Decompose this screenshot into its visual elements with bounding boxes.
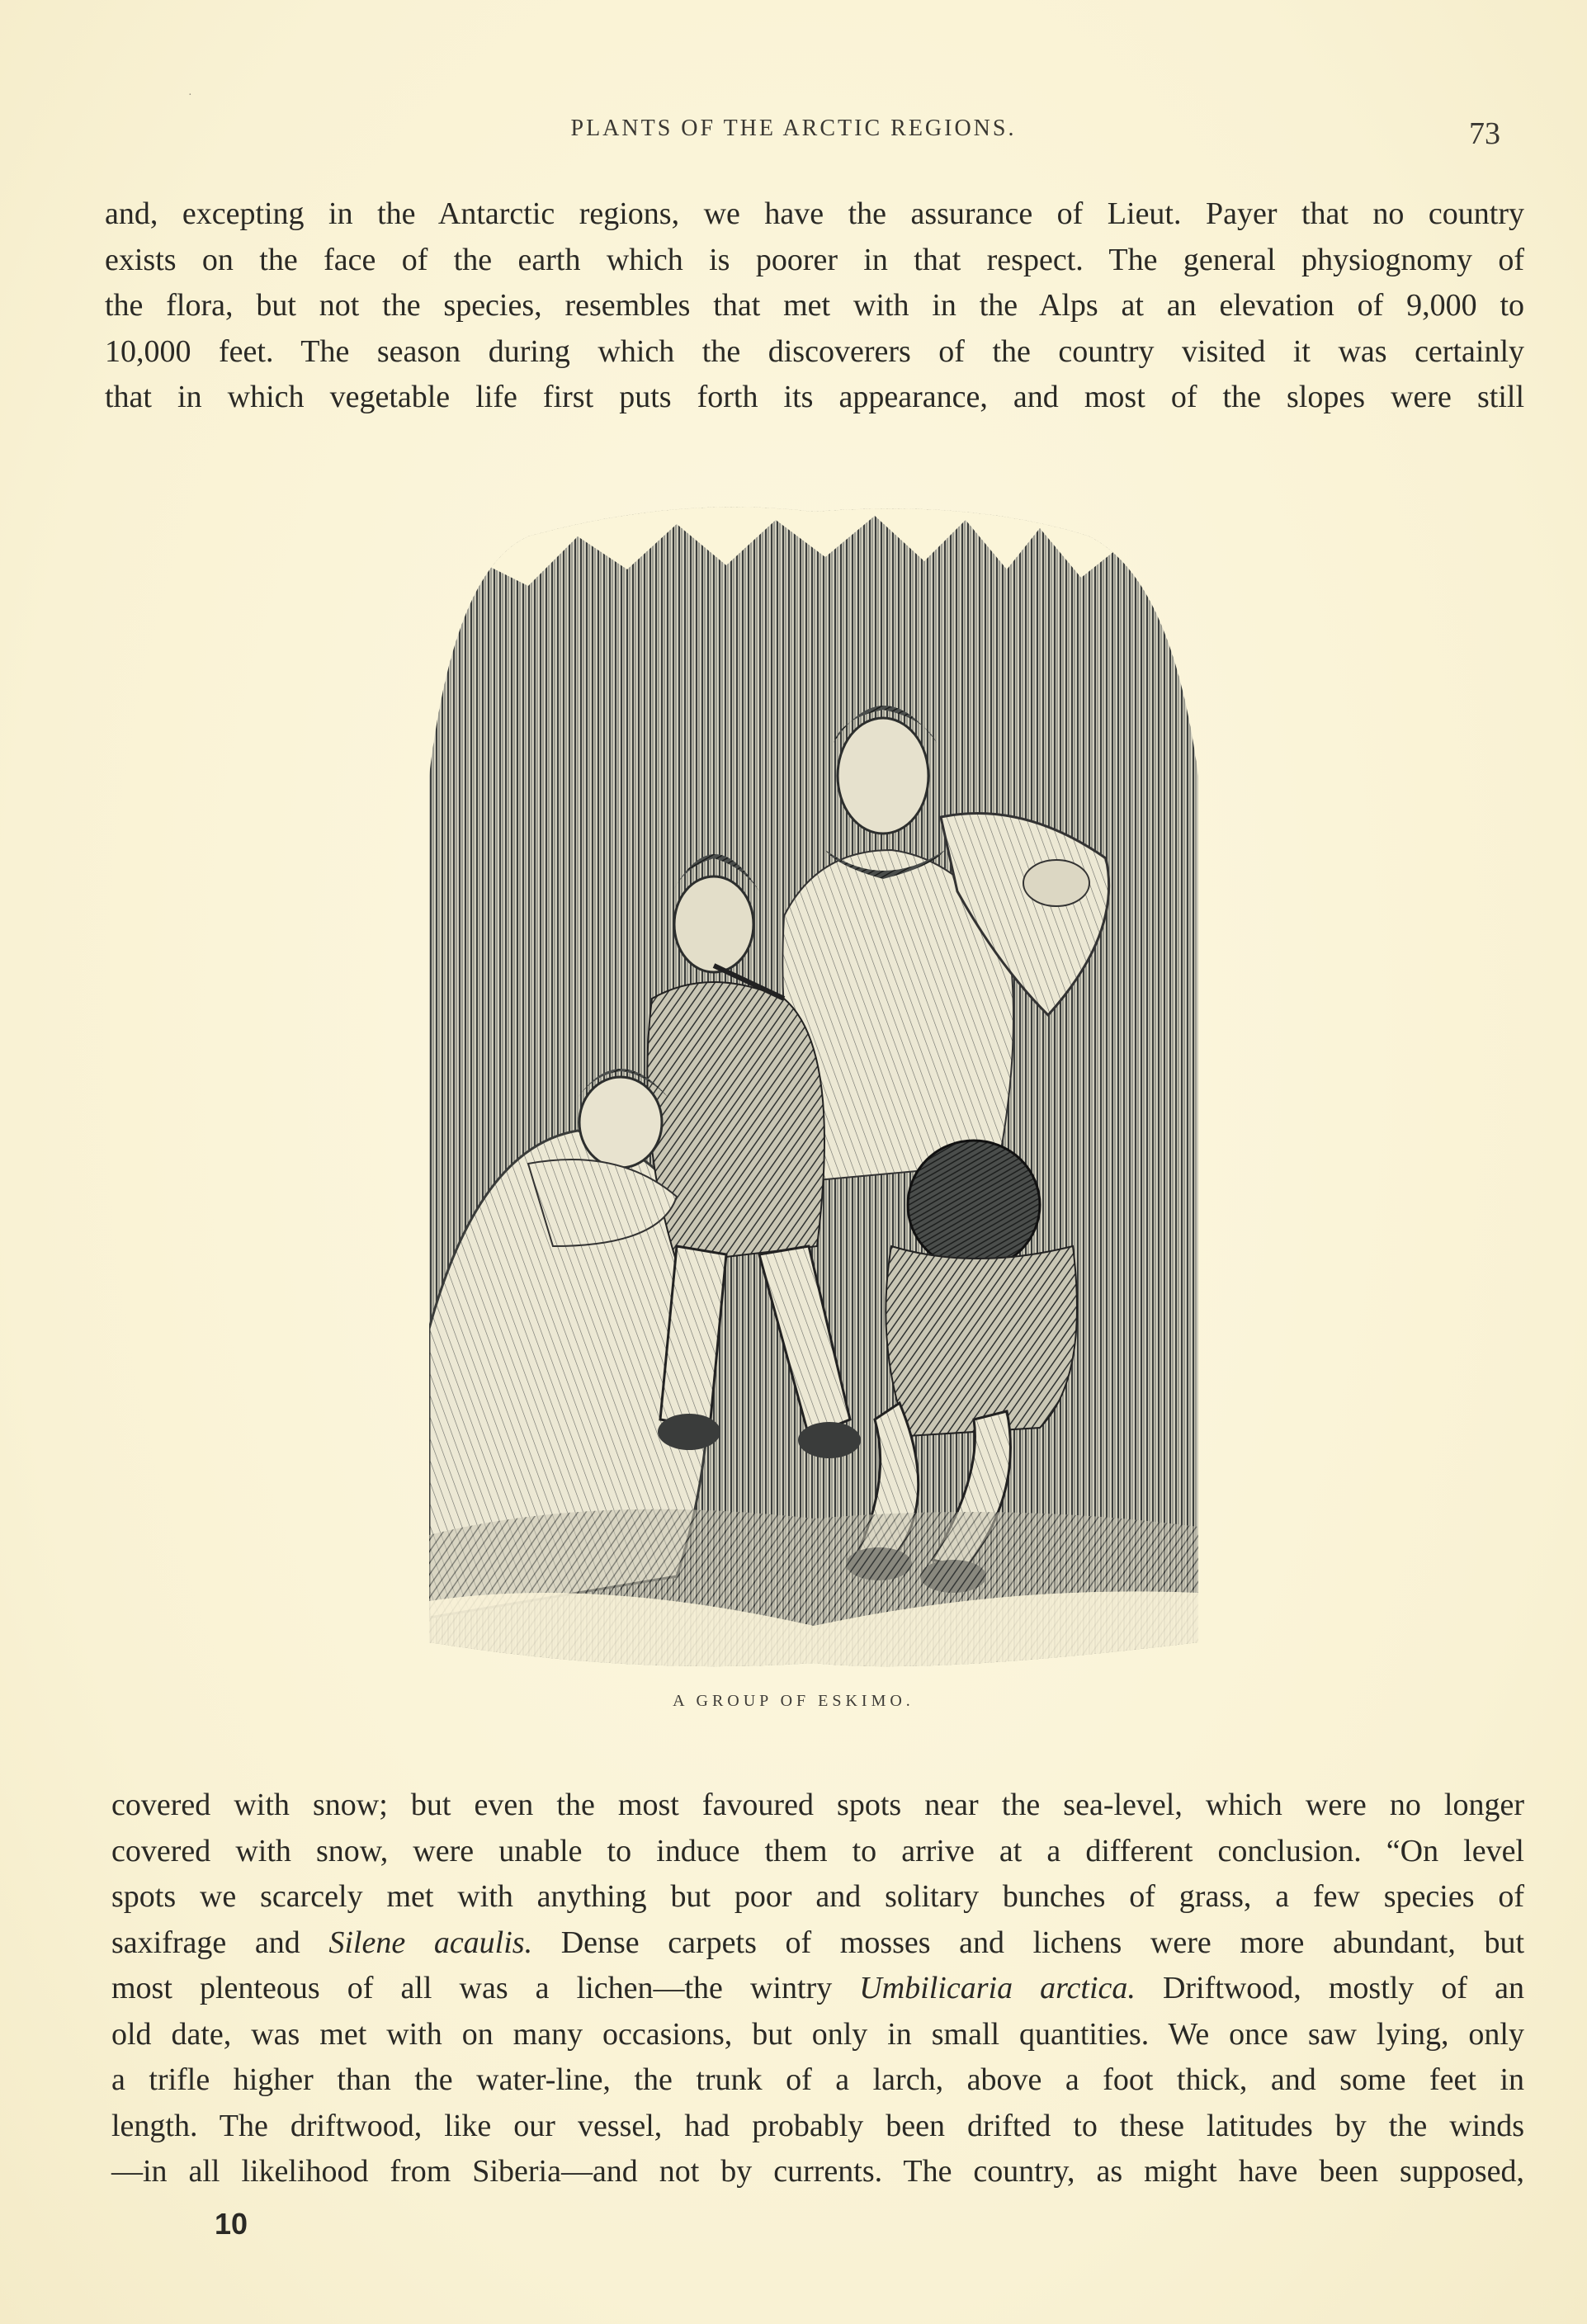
figure-caption: A GROUP OF ESKIMO. [673, 1692, 914, 1710]
text-line: that in which vegetable life first puts forth its appearance, and most of the slopes were still [105, 380, 1524, 414]
running-head [0, 116, 1587, 149]
text-line: 10,000 feet. The season during which the discoverers of the country visited it was certainly [105, 333, 1524, 369]
text-line: exists on the face of the earth which is poorer in that respect. The general physiognomy of [105, 242, 1524, 277]
text-run: Dense carpets of mosses and lichens were more abundant, but [532, 1925, 1524, 1960]
text-run: saxifrage and [111, 1925, 329, 1960]
text-line: length. The driftwood, like our vessel, had probably been drifted to these latitudes by the winds [111, 2108, 1524, 2143]
text-line [111, 1920, 1524, 1967]
text-line: —in all likelihood from Siberia—and not by currents. The country, as might have been supposed, [111, 2154, 1524, 2189]
page-number: 73 [1469, 116, 1500, 151]
text-line: covered with snow; but even the most favoured spots near the sea-level, which were no longer [111, 1788, 1524, 1822]
species-name: Silene acaulis. [328, 1925, 533, 1960]
paragraph-top [105, 191, 1524, 421]
text-run: most plenteous of all was a lichen—the wintry [111, 1971, 860, 2005]
text-line: spots we scarcely met with anything but poor and solitary bunches of grass, a few species of [111, 1879, 1524, 1914]
signature-mark: 10 [215, 2207, 248, 2241]
text-run: Driftwood, mostly of an [1135, 1971, 1524, 2005]
text-line: a trifle higher than the water-line, the trunk of a larch, above a foot thick, and some feet in [111, 2062, 1524, 2097]
engraving-illustration [429, 503, 1198, 1667]
running-title: PLANTS OF THE ARCTIC REGIONS. [570, 116, 1017, 141]
text-line: old date, was met with on many occasions, but only in small quantities. We once saw lying, only [111, 2016, 1524, 2052]
text-line: covered with snow, were unable to induce them to arrive at a different conclusion. “On level [111, 1833, 1524, 1868]
text-line [111, 1966, 1524, 2012]
paragraph-bottom [111, 1783, 1524, 2195]
print-speck: · [188, 89, 192, 102]
text-line: the flora, but not the species, resembles that met with in the Alps at an elevation of 9,000 to [105, 288, 1524, 323]
species-name: Umbilicaria arctica. [859, 1971, 1136, 2005]
text-line: and, excepting in the Antarctic regions, we have the assurance of Lieut. Payer that no country [105, 196, 1524, 231]
